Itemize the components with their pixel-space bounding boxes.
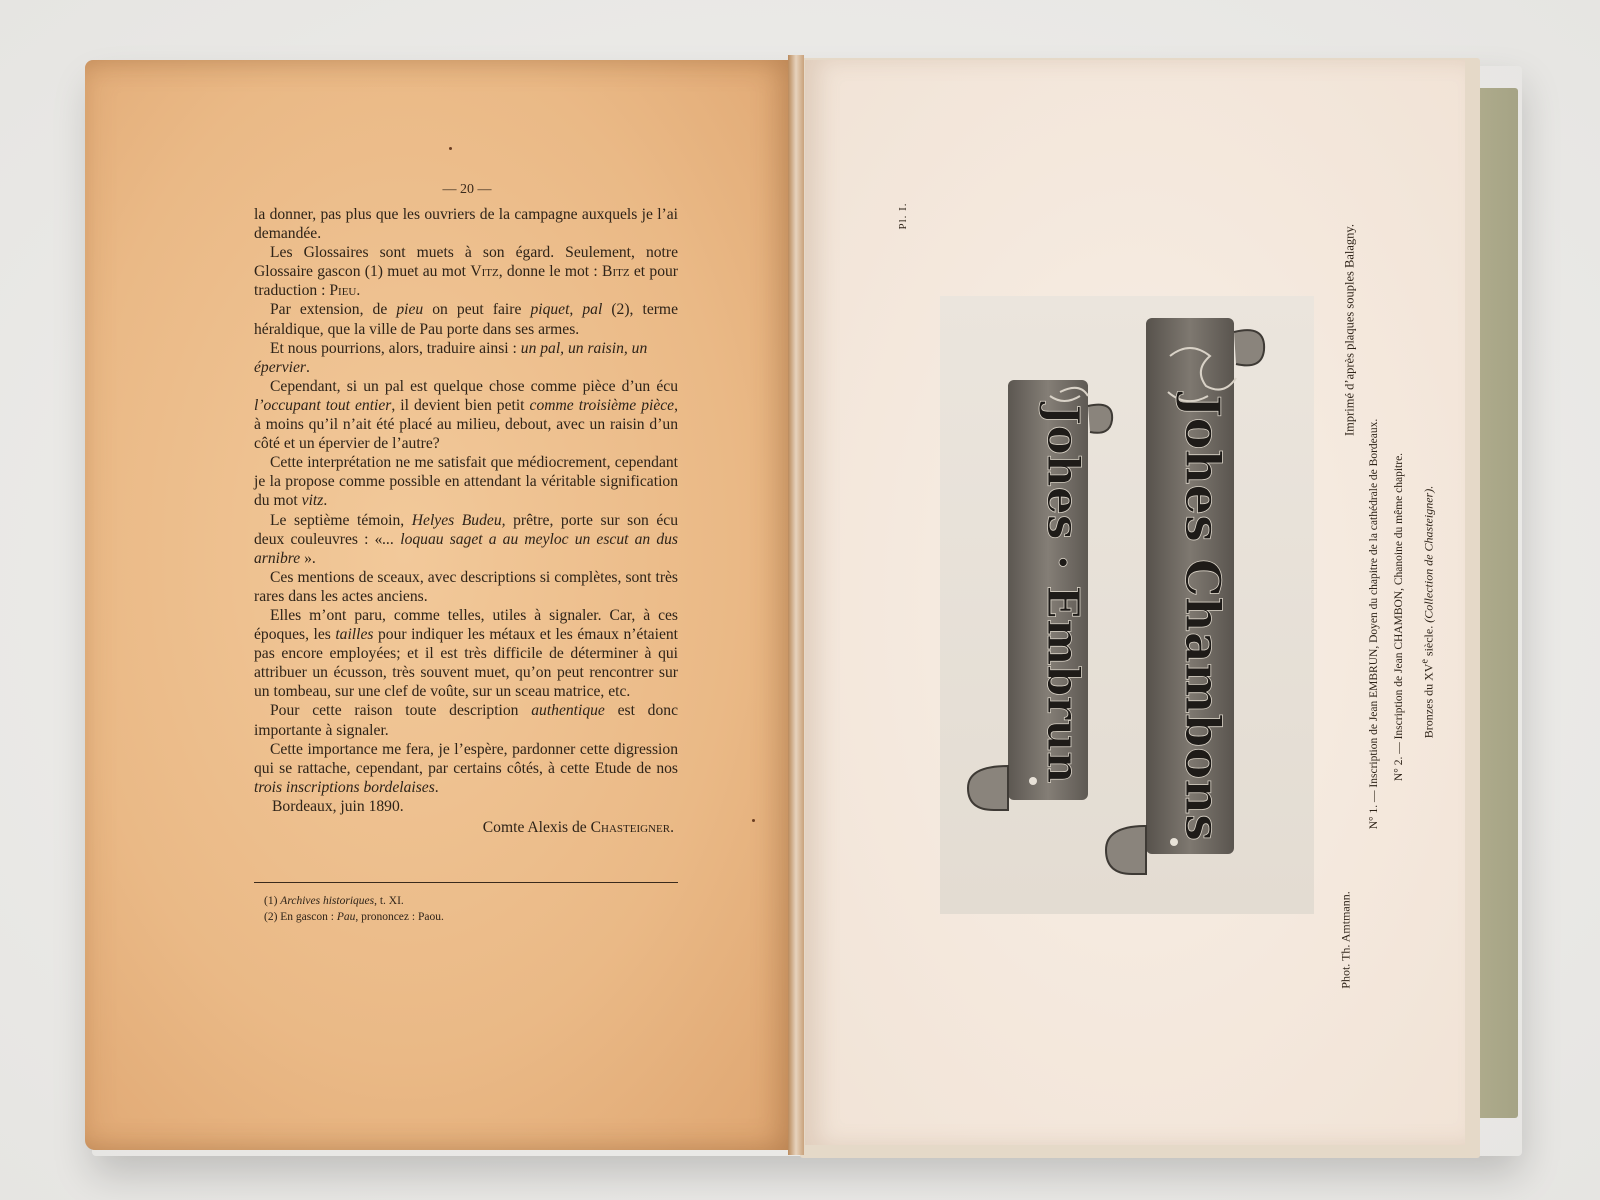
text: , t. XI. <box>374 895 404 907</box>
signature <box>254 818 678 837</box>
plate-photograph <box>940 296 1314 914</box>
italic-phrase: trois inscriptions bordelaises <box>254 778 435 796</box>
caption-2: N° 2. — Inscription de Jean CHAMBON, Chanoine du même chapitre. <box>1393 452 1405 782</box>
paragraph <box>254 511 678 568</box>
superscript: e <box>1419 659 1431 664</box>
italic-phrase: l’occupant tout entier <box>254 396 392 414</box>
text: pour indiquer les métaux et les émaux n’étaient pas encore employées; et il est très difficile de déterminer à qui attribuer un écusson, très souvent muet, qu’on peut rencontrer sur un tombeau, sur une clef de voûte, sur un sceau matrice, etc. <box>254 626 678 701</box>
photo-credit: Phot. Th. Amtmann. <box>1338 891 1353 989</box>
paragraph <box>254 339 678 377</box>
text: prêtre, porte sur son écu deux couleuvres : « <box>254 511 678 548</box>
plate-label: Pl. I. <box>897 202 909 230</box>
plaque-embrun <box>968 380 1112 810</box>
italic-word: Archives historiques <box>280 895 375 907</box>
italic-word: tailles <box>335 626 374 644</box>
paragraph <box>254 740 678 797</box>
italic-word: piquet, pal <box>530 301 603 319</box>
italic-quote: ... loquau saget a au meyloc un escut an dus arnibre <box>254 530 678 567</box>
place-date: Bordeaux, juin 1890. <box>272 797 404 815</box>
italic-phrase: comme troisième pièce <box>529 396 675 414</box>
inscription-embrun: Johes · Embrun <box>1037 404 1088 784</box>
italic-word: vitz <box>301 492 324 510</box>
footnote-1 <box>264 893 684 909</box>
scroll-curl-bottom <box>1106 826 1146 874</box>
text: , donne le mot : <box>498 263 603 281</box>
text: et pour traduction : <box>254 263 678 300</box>
page-number: — 20 — <box>442 182 492 197</box>
text: . <box>305 358 310 376</box>
plaque-chambon <box>1106 318 1264 874</box>
text: . <box>434 778 439 796</box>
text: Cependant, si un pal est quelque chose comme pièce d’un écu <box>270 377 678 395</box>
footnote-2 <box>264 909 684 925</box>
paragraph <box>254 205 678 243</box>
text: Bronzes du XV <box>1421 663 1436 739</box>
paragraph <box>254 243 678 300</box>
text: la donner, pas plus que les ouvriers de la campagne auxquels je l’ai demandée. <box>254 206 678 243</box>
italic-word: authentique <box>531 702 605 720</box>
paragraph <box>254 568 678 606</box>
caption-1: N° 1. — Inscription de Jean EMBRUN, Doyen du chapitre de la cathédrale de Bordeaux. <box>1368 418 1380 830</box>
italic-word: Pau <box>336 911 356 923</box>
paragraph <box>254 377 678 453</box>
ink-speck <box>449 147 452 150</box>
text: (2) En gascon : <box>264 911 337 923</box>
paragraph <box>254 300 678 338</box>
text: . <box>670 819 674 836</box>
text: est donc importante à signaler. <box>254 702 678 739</box>
caption-3 <box>1420 486 1437 738</box>
ink-speck <box>752 819 755 822</box>
small-caps-word: Pieu <box>329 282 357 300</box>
rivet <box>1029 777 1037 785</box>
italic-word: pieu <box>396 301 424 319</box>
text: . <box>356 282 361 300</box>
paragraph <box>254 701 678 739</box>
text: (1) <box>264 895 281 907</box>
body-text <box>254 205 678 837</box>
text: , il devient bien petit <box>391 396 530 414</box>
text: Elles m’ont paru, comme telles, utiles à signaler. Car, à ces époques, les <box>254 606 678 644</box>
text: Pour cette raison toute description <box>270 702 532 720</box>
text: Cette interprétation ne me satisfait que médiocrement, cependant je la propose comme possible en attendant la véritable signification du mot <box>254 454 678 510</box>
paragraph <box>254 453 678 510</box>
small-caps-word: Bitz <box>602 263 630 281</box>
footnotes <box>264 893 684 925</box>
scroll-curl-bottom <box>968 766 1008 810</box>
printer-note: Imprimé d’après plaques souples Balagny. <box>1342 224 1357 436</box>
italic-phrase: un pal, un raisin, un épervier <box>254 339 648 376</box>
text: Par extension, de <box>270 301 397 319</box>
text: (2), terme héraldique, que la ville de Pau porte dans ses armes. <box>254 301 678 338</box>
footnote-rule <box>254 882 678 883</box>
text: , à moins qu’il n’ait été placé au milieu, debout, avec un raisin d’un côté et un épervier de l’autre? <box>254 396 678 453</box>
inscription-chambon: Johes Chambons <box>1174 394 1230 842</box>
text: Et nous pourrions, alors, traduire ainsi : <box>270 339 521 357</box>
small-caps-word: Vitz <box>470 263 499 281</box>
text: Cette importance me fera, je l’espère, pardonner cette digression qui se rattache, cependant, par certains côtés, à cette Etude de nos <box>254 740 678 777</box>
text: siècle. <box>1421 622 1436 660</box>
italic-phrase: (Collection de Chasteigner). <box>1421 485 1436 623</box>
signature-name: Chasteigner <box>590 819 671 836</box>
italic-name: Helyes Budeu, <box>411 511 506 529</box>
bronze-plaques-svg <box>940 296 1314 914</box>
text: Ces mentions de sceaux, avec descriptions si complètes, sont très rares dans les actes anciens. <box>254 568 678 605</box>
scroll-curl-top <box>1234 330 1264 365</box>
text: , prononcez : Paou. <box>355 911 444 923</box>
text: on peut faire <box>423 301 531 319</box>
text: ». <box>300 549 316 567</box>
text: Le septième témoin, <box>270 511 412 529</box>
scroll-curl-top <box>1088 405 1112 433</box>
text: . <box>323 492 328 510</box>
book-gutter <box>788 55 804 1155</box>
text: Les Glossaires sont muets à son égard. Seulement, notre Glossaire gascon (1) muet au mot <box>254 244 678 281</box>
text: Comte Alexis de <box>482 819 591 836</box>
paragraph <box>254 606 678 701</box>
